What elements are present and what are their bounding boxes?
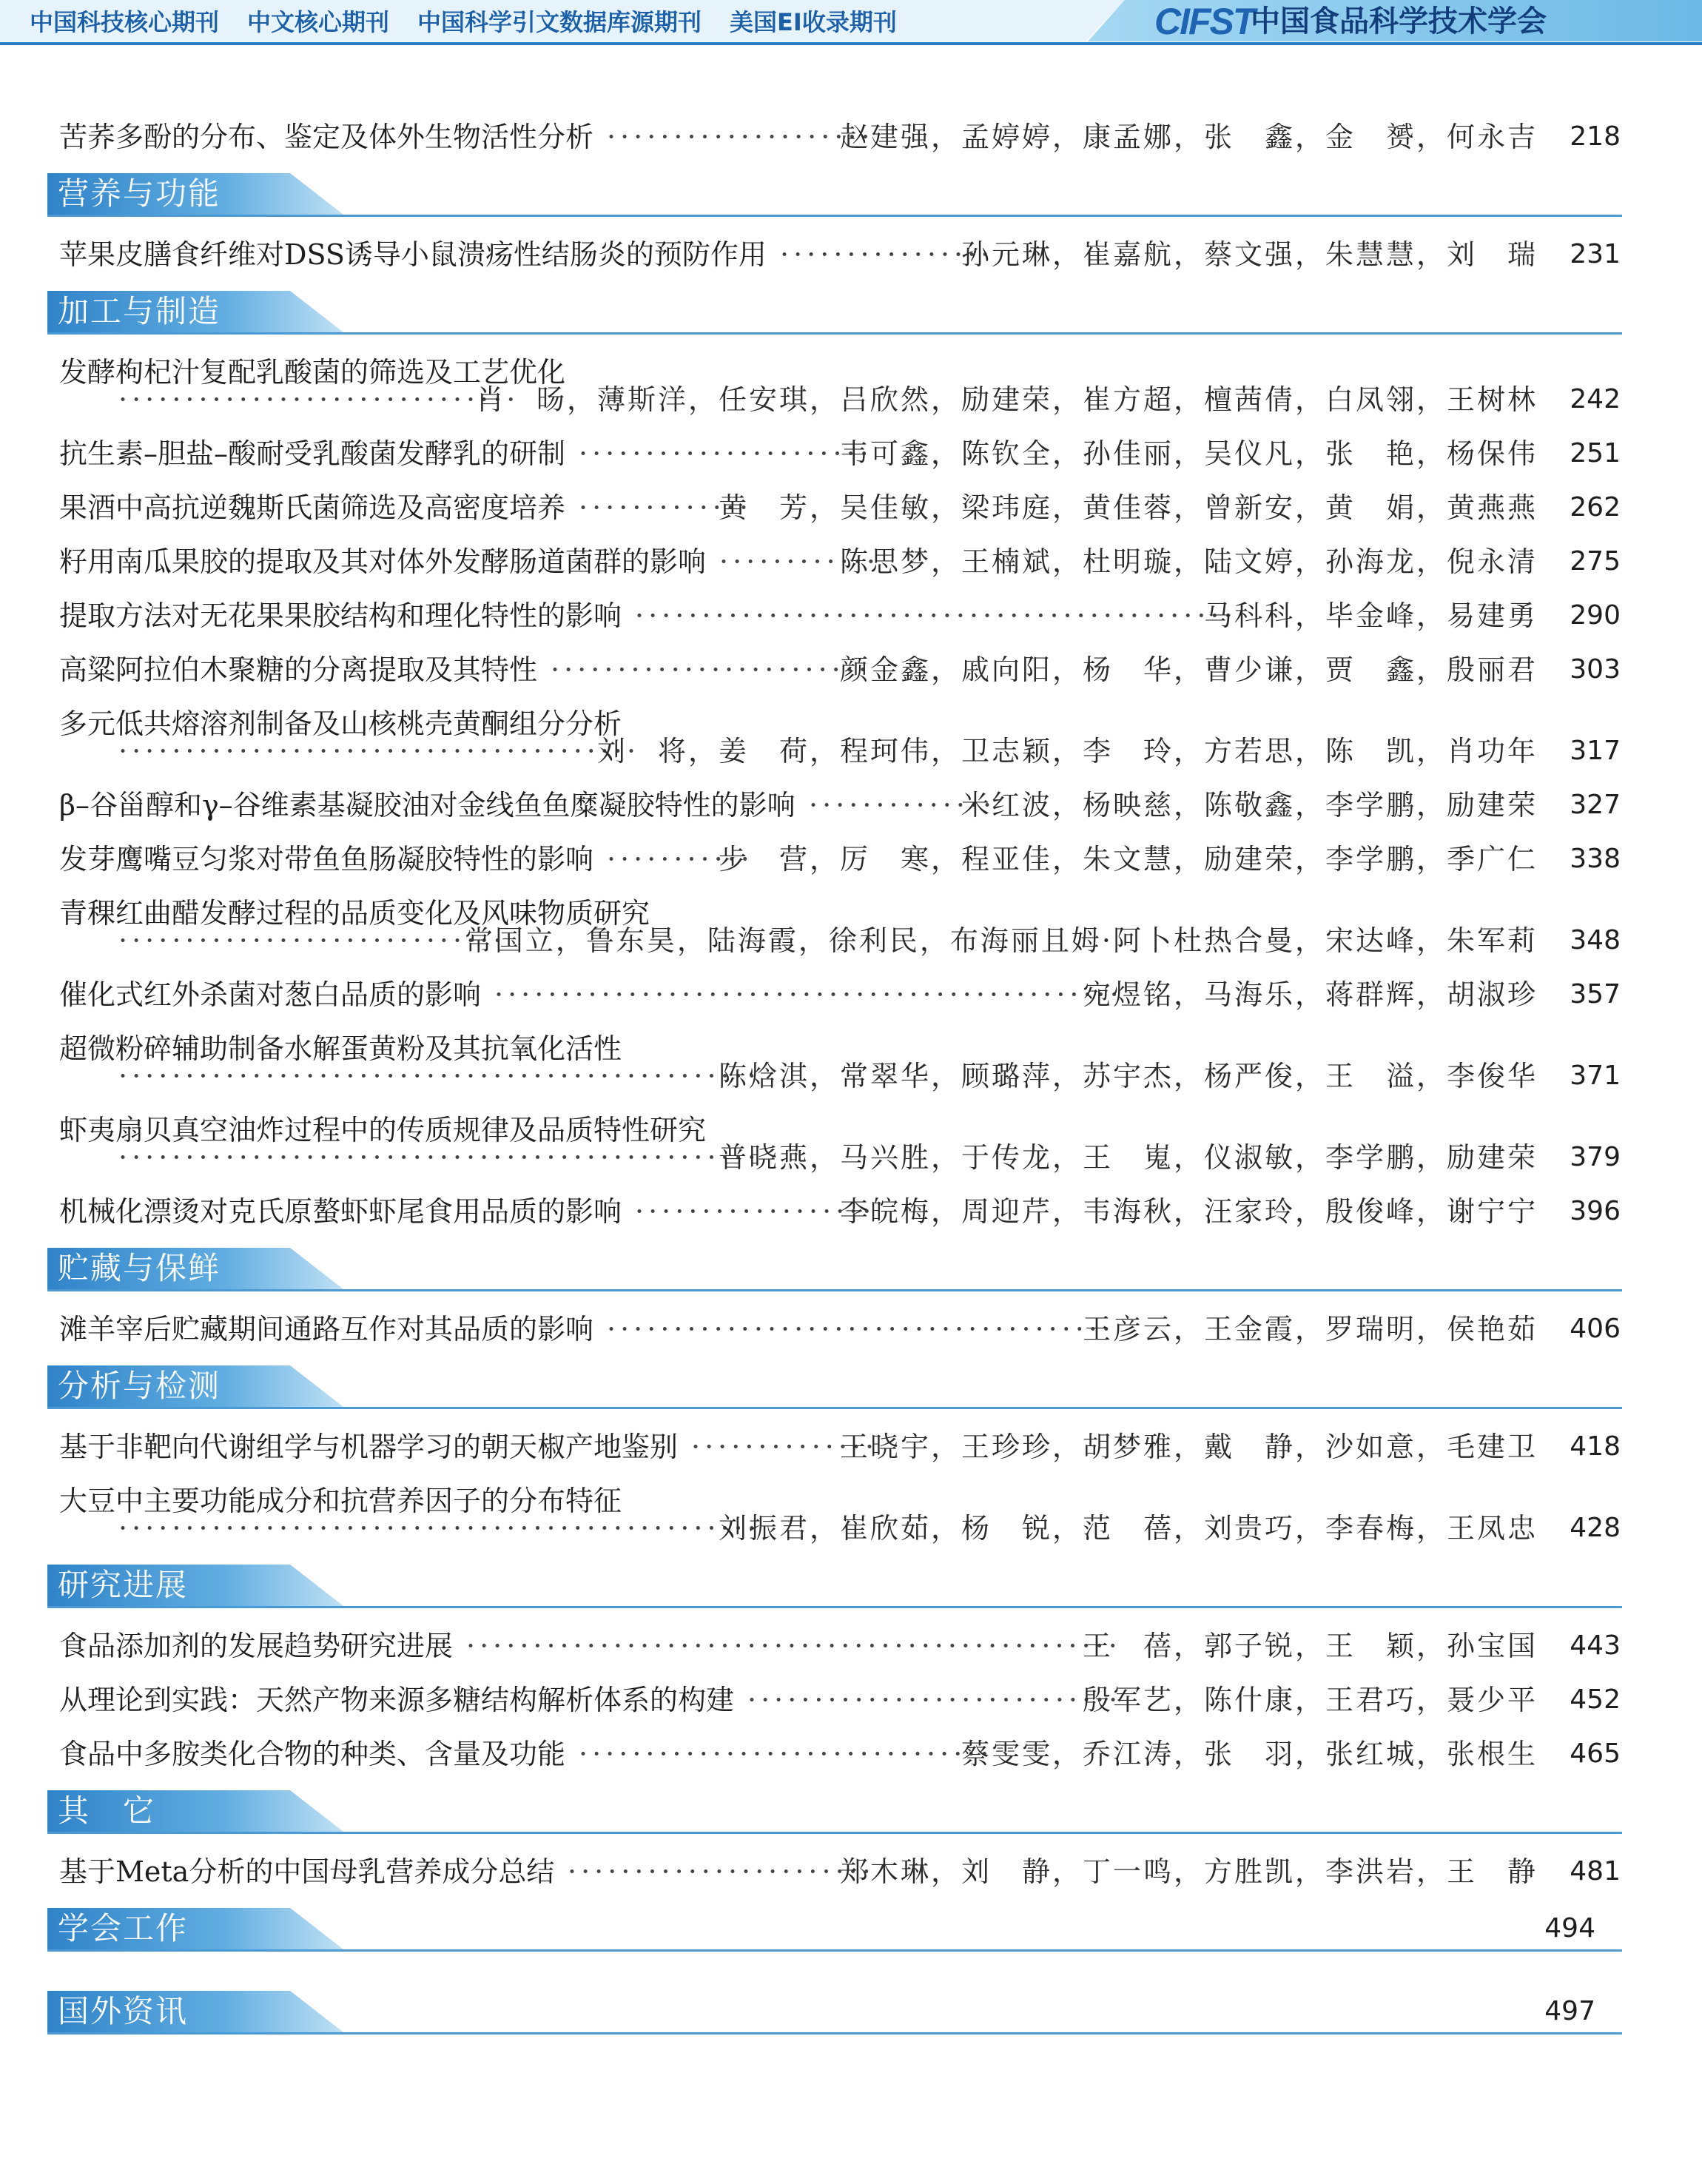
article-title[interactable]: 苹果皮膳食纤维对DSS诱导小鼠溃疡性结肠炎的预防作用 bbox=[59, 238, 767, 271]
article-title[interactable]: 抗生素–胆盐–酸耐受乳酸菌发酵乳的研制 bbox=[59, 437, 566, 470]
leader-dots: ······················· bbox=[568, 1855, 875, 1888]
section-label: 研究进展 bbox=[58, 1567, 189, 1603]
leader-dots: ·············· bbox=[809, 789, 997, 821]
toc-entry[interactable] bbox=[59, 1852, 1621, 1891]
section-label: 营养与功能 bbox=[58, 175, 221, 212]
page-number: 428 bbox=[1570, 1513, 1621, 1543]
article-authors: 步 营，厉 寒，程亚佳，朱文慧，励建荣，李学鹏，季广仁 bbox=[718, 843, 1538, 876]
article-title[interactable]: β–谷甾醇和γ–谷维素基凝胶油对金线鱼鱼糜凝胶特性的影响 bbox=[59, 789, 796, 821]
page-number: 242 bbox=[1570, 384, 1621, 414]
toc-entry[interactable] bbox=[59, 380, 1621, 419]
section-header bbox=[47, 1248, 1622, 1294]
article-title[interactable]: 食品中多胺类化合物的种类、含量及功能 bbox=[59, 1738, 566, 1770]
article-title[interactable]: 基于Meta分析的中国母乳营养成分总结 bbox=[59, 1855, 555, 1888]
article-authors: 黄 芳，吴佳敏，梁玮庭，黄佳蓉，曾新安，黄 娟，黄燕燕 bbox=[718, 491, 1538, 524]
article-authors: 赵建强，孟婷婷，康孟娜，张 鑫，金 赟，何永吉 bbox=[839, 121, 1538, 153]
article-title[interactable]: 从理论到实践：天然产物来源多糖结构解析体系的构建 bbox=[59, 1684, 735, 1716]
article-authors: 蔡雯雯，乔江涛，张 羽，张红城，张根生 bbox=[961, 1738, 1538, 1770]
section-rule bbox=[47, 215, 1622, 217]
leader-dots: ················································ bbox=[118, 1141, 761, 1174]
toc-entry[interactable] bbox=[59, 1509, 1621, 1548]
article-authors: 韦可鑫，陈钦全，孙佳丽，吴仪凡，张 艳，杨保伟 bbox=[839, 437, 1538, 470]
page-number: 494 bbox=[1544, 1913, 1595, 1943]
toc-entry[interactable] bbox=[59, 1428, 1621, 1466]
page-number: 497 bbox=[1544, 1996, 1595, 2026]
badge-cscd: 中国科学引文数据库源期刊 bbox=[417, 8, 702, 36]
page-number: 290 bbox=[1570, 600, 1621, 631]
toc-entry[interactable] bbox=[59, 235, 1621, 274]
section-label: 贮藏与保鲜 bbox=[58, 1250, 221, 1286]
toc-entry[interactable] bbox=[59, 651, 1621, 689]
article-authors: 殷军艺，陈什康，王君巧，聂少平 bbox=[1082, 1684, 1538, 1716]
leader-dots: ······································ bbox=[607, 1313, 1116, 1345]
leader-dots: ······························ bbox=[118, 383, 520, 416]
article-title[interactable]: 机械化漂烫对克氏原螯虾虾尾食用品质的影响 bbox=[59, 1195, 622, 1228]
article-title[interactable]: 果酒中高抗逆魏斯氏菌筛选及高密度培养 bbox=[59, 491, 566, 524]
toc-entry[interactable] bbox=[59, 488, 1621, 527]
article-authors: 刘 将，姜 荷，程珂伟，卫志颖，李 玲，方若思，陈 凯，肖功年 bbox=[596, 735, 1538, 767]
page-number: 418 bbox=[1570, 1431, 1621, 1462]
page-number: 396 bbox=[1570, 1196, 1621, 1226]
article-title[interactable]: 滩羊宰后贮藏期间通路互作对其品质的影响 bbox=[59, 1313, 594, 1345]
article-title[interactable]: 催化式红外杀菌对葱白品质的影响 bbox=[59, 978, 482, 1011]
article-title[interactable]: 基于非靶向代谢组学与机器学习的朝天椒产地鉴别 bbox=[59, 1431, 679, 1463]
leader-dots: ················ bbox=[780, 238, 995, 271]
leader-dots: ······································· bbox=[118, 735, 641, 767]
section-header bbox=[47, 173, 1622, 219]
toc-entry[interactable] bbox=[59, 1735, 1621, 1773]
article-authors: 王彦云，王金霞，罗瑞明，侯艳茹 bbox=[1082, 1313, 1538, 1345]
page-number: 218 bbox=[1570, 121, 1621, 152]
cifst-logo: CIFST bbox=[1154, 1, 1254, 42]
section-rule bbox=[47, 332, 1622, 335]
leader-dots: ················································· bbox=[466, 1630, 1122, 1662]
page-number: 275 bbox=[1570, 546, 1621, 577]
toc-entry[interactable] bbox=[59, 118, 1621, 156]
article-title[interactable]: 高粱阿拉伯木聚糖的分离提取及其特性 bbox=[59, 653, 538, 686]
section-rule bbox=[47, 1407, 1622, 1409]
article-title[interactable]: 青稞红曲醋发酵过程的品质变化及风味物质研究 bbox=[59, 897, 650, 930]
section-header bbox=[47, 1991, 1622, 2037]
toc-entry[interactable] bbox=[59, 921, 1621, 960]
leader-dots: ················································ bbox=[118, 1060, 761, 1092]
badge-ei: 美国EI收录期刊 bbox=[730, 8, 897, 36]
article-title[interactable]: 超微粉碎辅助制备水解蛋黄粉及其抗氧化活性 bbox=[59, 1032, 622, 1065]
leader-dots: ······················ bbox=[579, 437, 873, 470]
toc-entry[interactable] bbox=[59, 597, 1621, 635]
page-number: 443 bbox=[1570, 1630, 1621, 1661]
leader-dots: ························ bbox=[551, 653, 872, 686]
article-authors: 颜金鑫，戚向阳，杨 华，曹少谦，贾 鑫，殷丽君 bbox=[839, 653, 1538, 686]
page-number: 303 bbox=[1570, 654, 1621, 685]
toc-entry[interactable] bbox=[59, 1627, 1621, 1665]
article-title[interactable]: 虾夷扇贝真空油炸过程中的传质规律及品质特性研究 bbox=[59, 1114, 707, 1146]
page-number: 357 bbox=[1570, 979, 1621, 1009]
leader-dots: ······························· bbox=[579, 1738, 994, 1770]
section-header bbox=[47, 1790, 1622, 1836]
section-label: 分析与检测 bbox=[58, 1368, 221, 1404]
article-title[interactable]: 食品添加剂的发展趋势研究进展 bbox=[59, 1630, 454, 1662]
toc-entry[interactable] bbox=[59, 434, 1621, 473]
article-authors: 米红波，杨映慈，陈敬鑫，李学鹏，励建荣 bbox=[961, 789, 1538, 821]
section-rule bbox=[47, 2032, 1622, 2035]
badge-core-journal: 中国科技核心期刊 bbox=[30, 8, 220, 36]
toc-entry[interactable] bbox=[59, 840, 1621, 878]
leader-dots: ············ bbox=[719, 545, 880, 578]
article-title[interactable]: 发酵枸杞汁复配乳酸菌的筛选及工艺优化 bbox=[59, 356, 566, 389]
toc-entry[interactable] bbox=[59, 1310, 1621, 1348]
page-number: 379 bbox=[1570, 1142, 1621, 1172]
page-number: 371 bbox=[1570, 1061, 1621, 1091]
article-authors: 陈焓淇，常翠华，顾璐萍，苏宇杰，杨严俊，王 溢，李俊华 bbox=[718, 1060, 1538, 1092]
article-title[interactable]: 苦荞多酚的分布、鉴定及体外生物活性分析 bbox=[59, 121, 594, 153]
article-authors: 郑木琳，刘 静，丁一鸣，方胜凯，李洪岩，王 静 bbox=[839, 1855, 1538, 1888]
page-number: 348 bbox=[1570, 925, 1621, 955]
page-number: 452 bbox=[1570, 1684, 1621, 1715]
page-number: 465 bbox=[1570, 1738, 1621, 1769]
toc-entry[interactable] bbox=[59, 542, 1621, 581]
leader-dots: ················································ bbox=[118, 1512, 761, 1545]
header-rule bbox=[0, 42, 1702, 45]
leader-dots: ············································· bbox=[635, 599, 1237, 632]
page-number: 251 bbox=[1570, 438, 1621, 468]
section-label: 国外资讯 bbox=[58, 1993, 189, 2029]
leader-dots: ··············································· bbox=[494, 978, 1123, 1011]
page-number: 481 bbox=[1570, 1856, 1621, 1886]
article-authors: 普晓燕，马兴胜，于传龙，王 嵬，仪淑敏，李学鹏，励建荣 bbox=[718, 1141, 1538, 1174]
leader-dots: ···················· bbox=[607, 121, 875, 153]
article-title[interactable]: 发芽鹰嘴豆匀浆对带鱼鱼肠凝胶特性的影响 bbox=[59, 843, 594, 876]
page-number: 231 bbox=[1570, 239, 1621, 269]
page-number: 338 bbox=[1570, 844, 1621, 874]
section-header bbox=[47, 1365, 1622, 1411]
article-authors: 陈思梦，王楠斌，杜明璇，陆文婷，孙海龙，倪永清 bbox=[839, 545, 1538, 578]
section-header bbox=[47, 291, 1622, 337]
article-authors: 孙元琳，崔嘉航，蔡文强，朱慧慧，刘 瑞 bbox=[961, 238, 1538, 271]
section-header bbox=[47, 1908, 1622, 1954]
page-number: 262 bbox=[1570, 492, 1621, 523]
toc-entry[interactable] bbox=[59, 732, 1621, 770]
article-authors: 李皖梅，周迎芹，韦海秋，汪家玲，殷俊峰，谢宁宁 bbox=[839, 1195, 1538, 1228]
article-title[interactable]: 大豆中主要功能成分和抗营养因子的分布特征 bbox=[59, 1485, 622, 1517]
toc-entry[interactable] bbox=[59, 1681, 1621, 1719]
section-rule bbox=[47, 1289, 1622, 1291]
section-header bbox=[47, 1565, 1622, 1610]
page-number: 327 bbox=[1570, 790, 1621, 820]
article-authors: 常国立，鲁东昊，陆海霞，徐利民，布海丽且姆·阿卜杜热合曼，宋达峰，朱军莉 bbox=[464, 924, 1538, 957]
article-authors: 肖 旸，薄斯洋，任安琪，吕欣然，励建荣，崔方超，檀茜倩，白凤翎，王树林 bbox=[475, 383, 1538, 416]
page-number: 317 bbox=[1570, 736, 1621, 766]
article-authors: 刘振君，崔欣茹，杨 锐，范 蓓，刘贵巧，李春梅，王凤忠 bbox=[718, 1512, 1538, 1545]
leader-dots: ·············· bbox=[691, 1431, 879, 1463]
toc-entry[interactable] bbox=[59, 1192, 1621, 1231]
toc-entry[interactable] bbox=[59, 975, 1621, 1014]
article-title[interactable]: 提取方法对无花果果胶结构和理化特性的影响 bbox=[59, 599, 622, 632]
section-label: 加工与制造 bbox=[58, 293, 221, 329]
article-title[interactable]: 籽用南瓜果胶的提取及其对体外发酵肠道菌群的影响 bbox=[59, 545, 707, 578]
org-name: 中国食品科学技术学会 bbox=[1251, 4, 1547, 38]
leader-dots: ····························· bbox=[118, 924, 507, 957]
leader-dots: ·················· bbox=[635, 1195, 876, 1228]
leader-dots: ············· bbox=[579, 491, 753, 524]
section-rule bbox=[47, 1832, 1622, 1834]
journal-badges bbox=[30, 6, 897, 38]
article-authors: 王晓宇，王珍珍，胡梦雅，戴 静，沙如意，毛建卫 bbox=[839, 1431, 1538, 1463]
article-authors: 马科科，毕金峰，易建勇 bbox=[1203, 599, 1538, 632]
badge-chinese-core: 中文核心期刊 bbox=[247, 8, 390, 36]
section-rule bbox=[47, 1606, 1622, 1608]
section-rule bbox=[47, 1949, 1622, 1952]
section-label: 学会工作 bbox=[58, 1910, 189, 1946]
article-authors: 宛煜铭，马海乐，蒋群辉，胡淑珍 bbox=[1082, 978, 1538, 1011]
journal-header bbox=[0, 0, 1702, 46]
section-label: 其 它 bbox=[58, 1792, 156, 1829]
page-number: 406 bbox=[1570, 1314, 1621, 1344]
toc-entry[interactable] bbox=[59, 1138, 1621, 1177]
toc-entry[interactable] bbox=[59, 786, 1621, 824]
article-authors: 王 蓓，郭子锐，王 颖，孙宝国 bbox=[1082, 1630, 1538, 1662]
leader-dots: ··········· bbox=[607, 843, 754, 876]
toc-entry[interactable] bbox=[59, 1057, 1621, 1095]
leader-dots: ···························· bbox=[747, 1684, 1123, 1716]
article-title[interactable]: 多元低共熔溶剂制备及山核桃壳黄酮组分分析 bbox=[59, 708, 622, 740]
